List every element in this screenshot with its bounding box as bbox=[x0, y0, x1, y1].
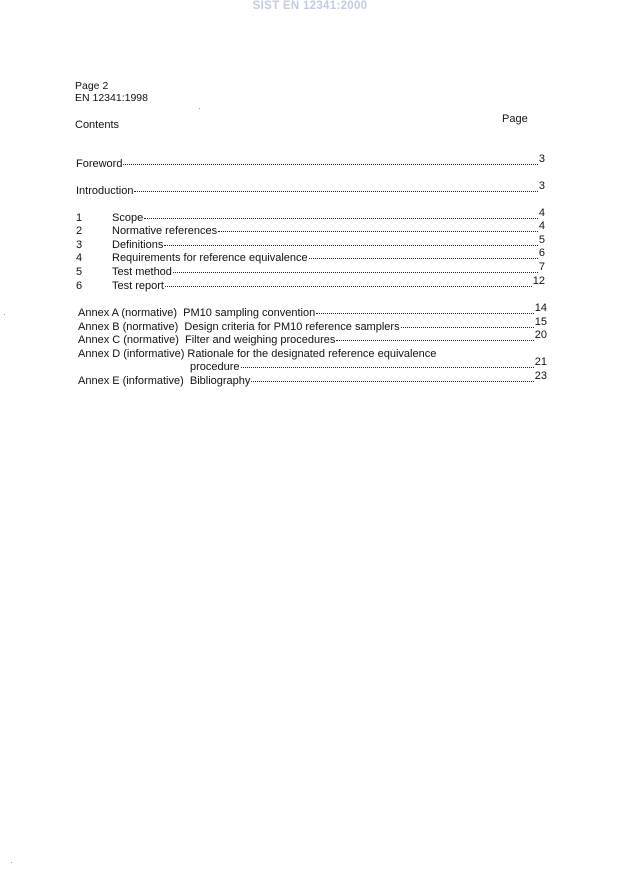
toc-entry-number: 6 bbox=[76, 280, 83, 292]
toc-entry-normative-references[interactable] bbox=[76, 220, 545, 237]
toc-entry-title: Test method bbox=[112, 266, 172, 278]
scan-speck bbox=[4, 314, 5, 315]
contents-heading: Contents bbox=[75, 119, 120, 131]
toc-entry-title: Normative references bbox=[112, 225, 218, 237]
toc-entry-page: 14 bbox=[534, 302, 547, 314]
toc-entry-test-method[interactable] bbox=[76, 261, 545, 278]
toc-entry-definitions[interactable] bbox=[76, 234, 545, 251]
toc-entry-annex-c[interactable] bbox=[78, 329, 547, 346]
toc-entry-annex-d-title[interactable]: Annex D (informative) Rationale for the designated reference equivalence bbox=[78, 348, 437, 360]
dot-leader bbox=[144, 218, 538, 219]
dot-leader bbox=[251, 381, 533, 382]
toc-entry-number: 2 bbox=[76, 225, 83, 237]
dot-leader bbox=[218, 231, 538, 232]
page-column-heading: Page bbox=[502, 113, 528, 125]
dot-leader bbox=[123, 164, 537, 165]
toc-entry-title: Scope bbox=[112, 212, 144, 224]
toc-entry-page: 6 bbox=[538, 247, 545, 259]
toc-entry-title: Annex A (normative) PM10 sampling convention bbox=[78, 307, 316, 319]
toc-entry-title: Annex C (normative) Filter and weighing procedures bbox=[78, 334, 336, 346]
toc-entry-title: Test report bbox=[112, 280, 164, 292]
dot-leader bbox=[164, 245, 538, 246]
toc-entry-title-continuation: procedure bbox=[190, 361, 240, 373]
toc-entry-test-report[interactable] bbox=[76, 275, 545, 292]
toc-entry-page: 7 bbox=[538, 261, 545, 273]
toc-entry-number: 4 bbox=[76, 252, 83, 264]
toc-entry-annex-d[interactable] bbox=[190, 356, 547, 373]
toc-entry-page: 4 bbox=[538, 220, 545, 232]
toc-entry-requirements[interactable] bbox=[76, 247, 545, 264]
toc-entry-introduction[interactable] bbox=[76, 180, 545, 197]
toc-entry-title: Definitions bbox=[112, 239, 164, 251]
toc-entry-page: 21 bbox=[534, 356, 547, 368]
scan-speck bbox=[199, 108, 200, 109]
toc-entry-title: Introduction bbox=[76, 185, 134, 197]
dot-leader bbox=[134, 191, 537, 192]
toc-entry-page: 3 bbox=[538, 153, 545, 165]
toc-entry-foreword[interactable] bbox=[76, 153, 545, 170]
dot-leader bbox=[165, 286, 532, 287]
toc-entry-page: 15 bbox=[534, 316, 547, 328]
scan-speck bbox=[11, 862, 12, 863]
standard-id-header: EN 12341:1998 bbox=[75, 92, 148, 104]
toc-entry-page: 23 bbox=[534, 370, 547, 382]
dot-leader bbox=[336, 340, 533, 341]
toc-entry-page: 12 bbox=[532, 275, 545, 287]
toc-entry-number: 1 bbox=[76, 212, 83, 224]
toc-entry-annex-e[interactable] bbox=[78, 370, 547, 387]
toc-entry-page: 20 bbox=[534, 329, 547, 341]
toc-entry-title: Annex B (normative) Design criteria for PM10 reference samplers bbox=[78, 321, 400, 333]
toc-entry-title: Requirements for reference equivalence bbox=[112, 252, 308, 264]
toc-entry-number: 3 bbox=[76, 239, 83, 251]
toc-entry-annex-a[interactable] bbox=[78, 302, 547, 319]
dot-leader bbox=[309, 258, 538, 259]
dot-leader bbox=[401, 327, 534, 328]
dot-leader bbox=[316, 313, 534, 314]
watermark: SIST EN 12341:2000 bbox=[252, 0, 368, 12]
toc-entry-page: 4 bbox=[538, 207, 545, 219]
toc-entry-page: 3 bbox=[538, 180, 545, 192]
toc-entry-scope[interactable] bbox=[76, 207, 545, 224]
toc-entry-title: Annex E (informative) Bibliography bbox=[78, 375, 251, 387]
page-number-header: Page 2 bbox=[75, 80, 109, 92]
toc-entry-page: 5 bbox=[538, 234, 545, 246]
toc-entry-annex-b[interactable] bbox=[78, 316, 547, 333]
dot-leader bbox=[173, 272, 538, 273]
toc-entry-number: 5 bbox=[76, 266, 83, 278]
toc-entry-title: Foreword bbox=[76, 158, 123, 170]
dot-leader bbox=[241, 367, 534, 368]
